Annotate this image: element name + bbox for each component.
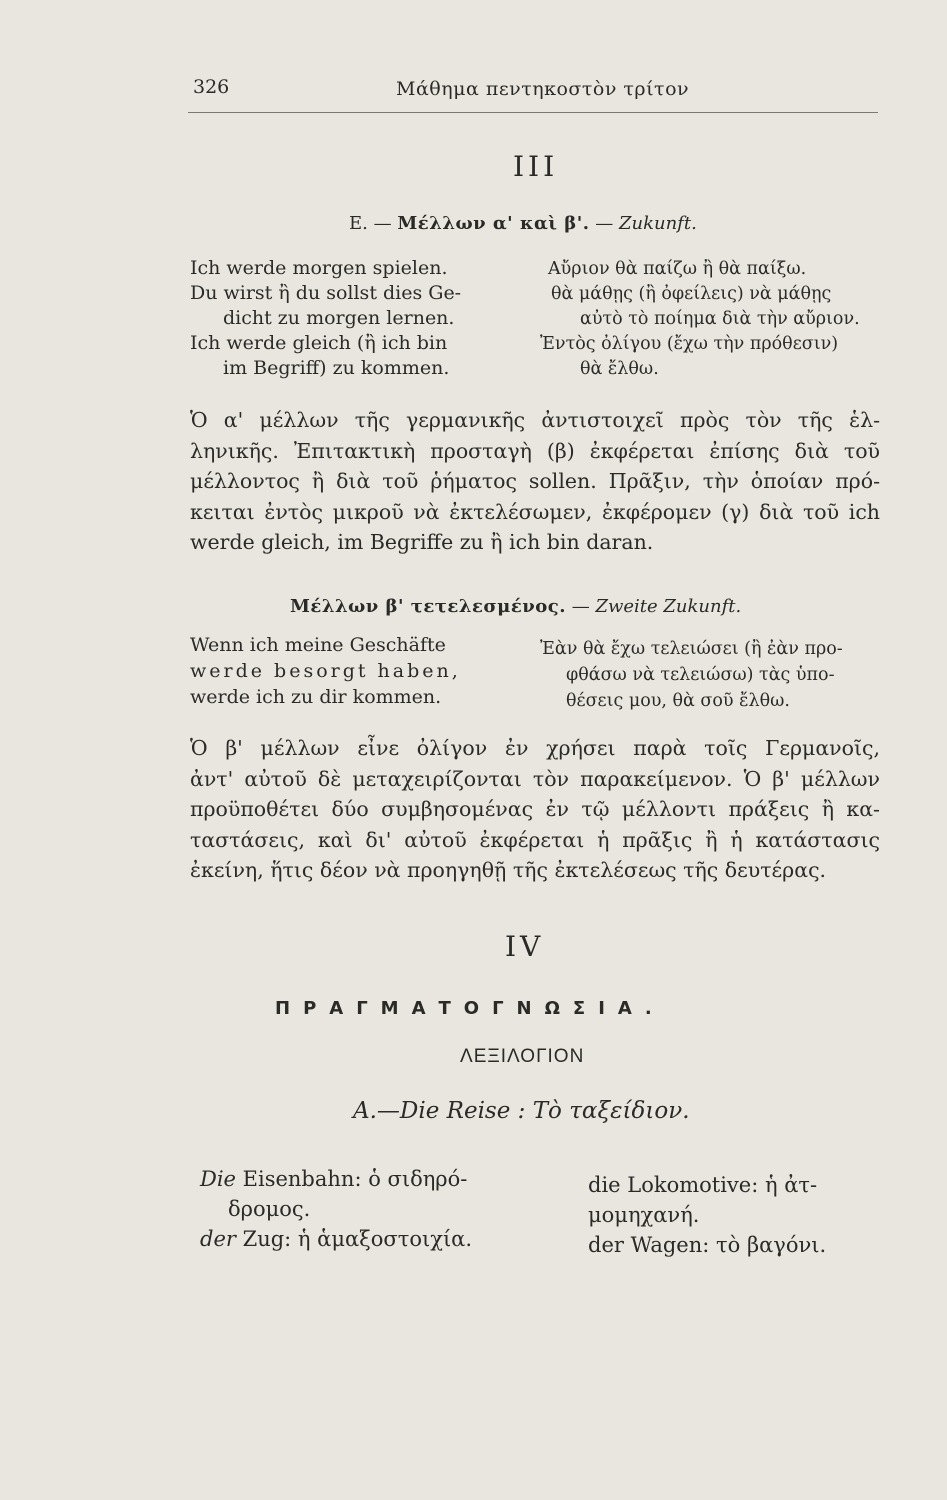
heading-dash: — xyxy=(571,596,590,617)
heading-bold: Μέλλων β' τετελεσμένος. xyxy=(290,596,567,617)
paragraph-line: Ὁ α' μέλλων τῆς γερμανικῆς ἀντιστοιχεῖ πρὸς τὸν τῆς ἑλ- xyxy=(190,408,880,432)
paragraph-line: ἀντ' αὐτοῦ δὲ μεταχειρίζονται τὸν παρακείμενον. Ὁ β' μέλλων xyxy=(190,766,880,791)
vocab-item xyxy=(200,1164,472,1194)
heading-dash: — xyxy=(595,213,614,234)
example-line: αὐτὸ τὸ ποίημα διὰ τὴν αὔριον. xyxy=(580,309,860,329)
vocab-text: Zug: ἡ ἁμαξοστοιχία. xyxy=(235,1227,473,1251)
example-line: θέσεις μου, θὰ σοῦ ἔλθω. xyxy=(566,691,790,711)
paragraph-line: werde gleich, im Begriffe zu ἢ ich bin daran. xyxy=(190,530,654,554)
example-line: im Begriff) zu kommen. xyxy=(223,357,450,379)
header-rule xyxy=(188,112,878,113)
vocab-text: Eisenbahn: ὁ σιδηρό- xyxy=(235,1167,468,1191)
greek-examples-2 xyxy=(540,636,843,714)
example-line: Αὔριον θὰ παίζω ἢ θὰ παίξω. xyxy=(548,259,807,279)
example-line: Ich werde gleich (ἢ ich bin xyxy=(190,332,448,354)
example-line: werde besorgt haben, xyxy=(190,660,461,682)
example-line: φθάσω νὰ τελειώσω) τὰς ὑπο- xyxy=(566,665,835,685)
heading-italic: Zukunft. xyxy=(618,213,697,234)
section-title: ΠΡΑΓΜΑΤΟΓΝΩΣΙΑ. xyxy=(275,998,665,1019)
paragraph-line: κειται ἐντὸς μικροῦ νὰ ἐκτελέσωμεν, ἐκφέρομεν (γ) διὰ τοῦ ich xyxy=(190,499,880,524)
vocab-text: δρομος. xyxy=(228,1197,311,1221)
section-heading-2 xyxy=(290,596,741,617)
section-heading xyxy=(349,213,697,234)
example-line: Ich werde morgen spielen. xyxy=(190,257,448,279)
vocab-item: der Wagen: τὸ βαγόνι. xyxy=(588,1233,827,1257)
heading-italic: Zweite Zukunft. xyxy=(595,596,742,617)
paragraph-line: ἐκείνη, ἥτις δέον νὰ προηγηθῇ τῆς ἐκτελέσεως τῆς δευτέρας. xyxy=(190,858,827,882)
vocab-heading: A.—Die Reise : Τὸ ταξείδιον. xyxy=(353,1098,690,1124)
example-line: Ἐντὸς ὀλίγου (ἔχω τὴν πρόθεσιν) xyxy=(540,334,839,354)
lexicon-heading: ΛΕΞΙΛΟΓΙΟΝ xyxy=(460,1046,585,1067)
vocab-item: die Lokomotive: ἡ ἀτ- xyxy=(588,1173,818,1197)
german-examples-2 xyxy=(190,632,461,710)
paragraph-line: ταστάσεις, καὶ δι' αὐτοῦ ἐκφέρεται ἡ πρᾶξις ἢ ἡ κατάστασις xyxy=(190,827,880,852)
example-line: Wenn ich meine Geschäfte xyxy=(190,634,446,656)
running-title: Μάθημα πεντηκοστὸν τρίτον xyxy=(396,78,690,100)
section-numeral-iv: IV xyxy=(505,930,545,963)
example-line: θὰ ἔλθω. xyxy=(580,359,659,379)
paragraph-line: μέλλοντος ἢ διὰ τοῦ ῥήματος sollen. Πρᾶξιν, τὴν ὁποίαν πρό- xyxy=(190,469,880,493)
section-numeral-iii: III xyxy=(513,150,559,183)
paragraph-2 xyxy=(190,733,880,886)
vocab-article: Die xyxy=(200,1167,236,1191)
example-line: Du wirst ἢ du sollst dies Ge- xyxy=(190,282,462,304)
paragraph-line: Ὁ β' μέλλων εἶνε ὀλίγον ἐν χρήσει παρὰ τοῖς Γερμανοῖς, xyxy=(190,736,880,760)
page-number: 326 xyxy=(193,76,230,98)
heading-label: E. — xyxy=(349,213,392,234)
example-line: Ἐὰν θὰ ἔχω τελειώσει (ἢ ἐὰν προ- xyxy=(540,639,843,659)
vocab-article: der xyxy=(200,1227,236,1251)
vocab-item xyxy=(200,1194,472,1224)
german-examples-1 xyxy=(190,256,461,381)
paragraph-line: προϋποθέτει δύο συμβησομένας ἐν τῷ μέλλοντι πράξεις ἢ κα- xyxy=(190,797,880,821)
vocab-item: μομηχανή. xyxy=(588,1203,700,1227)
vocab-left xyxy=(200,1164,472,1254)
greek-examples-1 xyxy=(540,257,860,382)
example-line: werde ich zu dir kommen. xyxy=(190,686,442,708)
paragraph-1 xyxy=(190,405,880,558)
vocab-right xyxy=(588,1170,826,1260)
paragraph-line: ληνικῆς. Ἐπιτακτικὴ προσταγὴ (β) ἐκφέρεται ἐπίσης διὰ τοῦ xyxy=(190,438,880,463)
heading-bold: Μέλλων α' καὶ β'. xyxy=(397,213,590,234)
example-line: dicht zu morgen lernen. xyxy=(223,307,455,329)
vocab-item xyxy=(200,1224,472,1254)
example-line: θὰ μάθῃς (ἢ ὀφείλεις) νὰ μάθῃς xyxy=(551,284,832,304)
